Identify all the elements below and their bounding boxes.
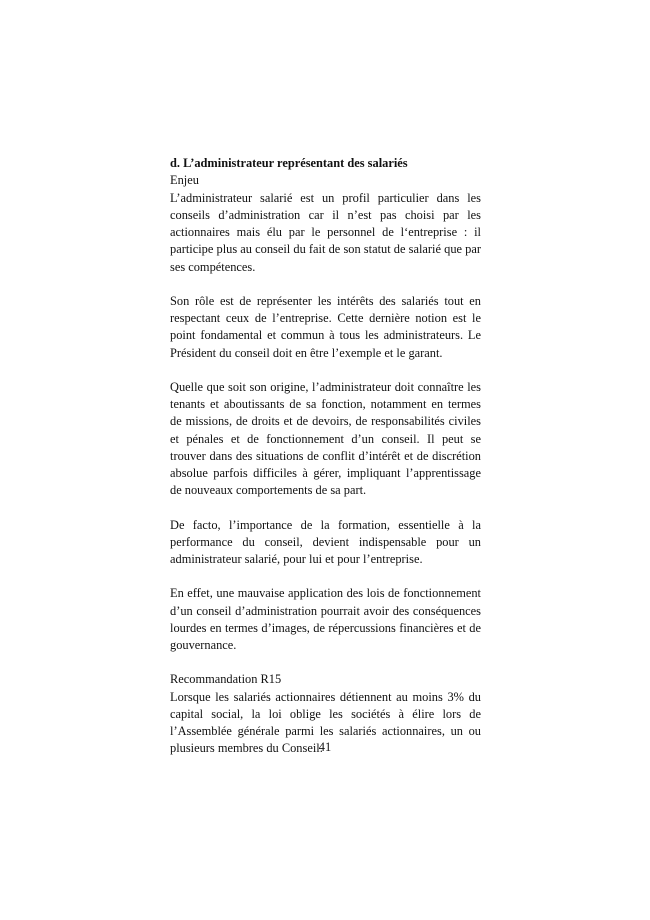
recommendation-text: Lorsque les salariés actionnaires détiennent au moins 3% du capital social, la loi oblige les sociétés à élire lors de l’Assemblée générale parmi les salariés actionnaires, un ou plusieurs membres du Conseil. — [170, 689, 481, 756]
paragraph-1: L’administrateur salarié est un profil particulier dans les conseils d’administration car il n’est pas choisi par les actionnaires mais élu par le personnel de l‘entreprise : il participe plus au conseil du fait de son statut de salarié que par ses compétences. — [170, 190, 481, 274]
section-heading: d. L’administrateur représentant des salariés — [170, 156, 408, 170]
paragraph-5: En effet, une mauvaise application des lois de fonctionnement d’un conseil d’administration pourrait avoir des conséquences lourdes en termes d’images, de répercussions financières et de gouvernance. — [170, 586, 481, 652]
paragraph-4: De facto, l’importance de la formation, essentielle à la performance du conseil, devient indispensable pour un administrateur salarié, pour lui et pour l’entreprise. — [170, 517, 481, 566]
page-body — [170, 155, 481, 758]
page-number: 41 — [318, 740, 332, 754]
subheading-enjeu: Enjeu — [170, 173, 199, 188]
recommendation-label: Recommandation R15 — [170, 672, 282, 687]
paragraph-2: Son rôle est de représenter les intérêts des salariés tout en respectant ceux de l’entreprise. Cette dernière notion est le point fondamental et commun à tous les administrateurs. Le Président du conseil doit en être l’exemple et le garant. — [170, 293, 481, 360]
paragraph-3: Quelle que soit son origine, l’administrateur doit connaître les tenants et aboutissants de sa fonction, notamment en termes de missions, de droits et de devoirs, de responsabilités civiles et pénales et de fonctionnement d’un conseil. Il peut se trouver dans des situations de conflit d’intérêt et de discrétion absolue parfois difficiles à gérer, impliquant l’apprentissage de nouveaux comportements de sa part. — [170, 379, 481, 498]
